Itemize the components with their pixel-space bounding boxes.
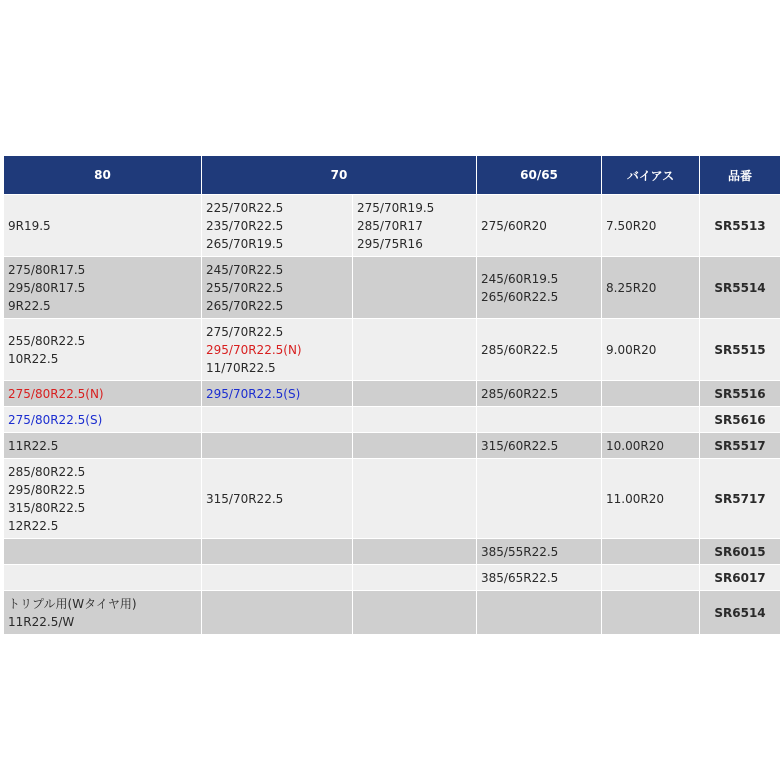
size-text: 295/75R16 [357,236,423,251]
cell-60-65 [477,407,602,433]
part-number-cell: SR5515 [700,319,781,381]
cell-bias [602,257,700,319]
table-row [4,195,781,257]
part-number-cell: SR5616 [700,407,781,433]
cell-80 [4,407,202,433]
cell-80 [4,381,202,407]
cell-70-b [353,257,477,319]
cell-80 [4,195,202,257]
size-text: 265/60R22.5 [481,289,559,304]
size-text: 385/65R22.5 [481,570,559,585]
table-row [4,565,781,591]
size-text: 245/70R22.5 [206,262,284,277]
cell-70-a [202,459,353,539]
cell-70-b [353,319,477,381]
cell-70-a [202,319,353,381]
size-text: 255/80R22.5 [8,333,86,348]
size-text: 11R22.5/W [8,614,75,629]
table-row [4,459,781,539]
cell-60-65 [477,459,602,539]
size-text: 10.00R20 [606,438,664,453]
cell-70-b [353,539,477,565]
cell-70-a [202,591,353,635]
size-text: 11.00R20 [606,491,664,506]
size-text: 315/70R22.5 [206,491,284,506]
cell-bias [602,565,700,591]
size-text: 295/70R22.5(S) [206,386,301,401]
cell-80 [4,433,202,459]
cell-70-b [353,459,477,539]
cell-80 [4,591,202,635]
size-text: 235/70R22.5 [206,218,284,233]
cell-60-65 [477,319,602,381]
size-text: 295/70R22.5(N) [206,342,302,357]
cell-70-a [202,539,353,565]
cell-70-b [353,381,477,407]
cell-70-b [353,433,477,459]
size-text: 275/70R22.5 [206,324,284,339]
cell-60-65 [477,565,602,591]
cell-bias [602,381,700,407]
cell-60-65 [477,381,602,407]
part-number-cell: SR5513 [700,195,781,257]
part-number-cell: SR5516 [700,381,781,407]
size-text: 11/70R22.5 [206,360,276,375]
size-text: 275/70R19.5 [357,200,435,215]
cell-80 [4,565,202,591]
cell-70-a [202,407,353,433]
cell-80 [4,257,202,319]
part-number-cell: SR6514 [700,591,781,635]
header-80: 80 [4,156,202,195]
table-row [4,407,781,433]
size-text: 9R22.5 [8,298,51,313]
table-row [4,381,781,407]
cell-60-65 [477,539,602,565]
header-70: 70 [202,156,477,195]
cell-60-65 [477,195,602,257]
size-text: 9R19.5 [8,218,51,233]
size-text: 255/70R22.5 [206,280,284,295]
cell-70-a [202,257,353,319]
table-row [4,591,781,635]
cell-bias [602,591,700,635]
size-text: 385/55R22.5 [481,544,559,559]
size-text: 275/60R20 [481,218,547,233]
part-number-cell: SR5514 [700,257,781,319]
cell-60-65 [477,257,602,319]
cell-70-a [202,381,353,407]
table-row [4,433,781,459]
cell-bias [602,407,700,433]
header-bias: バイアス [602,156,700,195]
cell-70-a [202,433,353,459]
size-text: 245/60R19.5 [481,271,559,286]
cell-bias [602,459,700,539]
size-text: 9.00R20 [606,342,657,357]
size-text: 285/60R22.5 [481,342,559,357]
size-text: 285/70R17 [357,218,423,233]
size-text: 315/60R22.5 [481,438,559,453]
table-body [4,195,781,635]
tire-size-table [3,155,781,635]
part-number-cell: SR5717 [700,459,781,539]
size-text: 265/70R19.5 [206,236,284,251]
size-text: トリプル用(Wタイヤ用) [8,596,137,611]
size-text: 295/80R17.5 [8,280,86,295]
tire-size-table-container [3,155,780,635]
size-text: 12R22.5 [8,518,59,533]
size-text: 285/80R22.5 [8,464,86,479]
table-row [4,257,781,319]
size-text: 265/70R22.5 [206,298,284,313]
cell-70-b [353,195,477,257]
cell-60-65 [477,433,602,459]
cell-60-65 [477,591,602,635]
size-text: 275/80R22.5(N) [8,386,104,401]
header-row [4,156,781,195]
size-text: 11R22.5 [8,438,59,453]
size-text: 285/60R22.5 [481,386,559,401]
size-text: 225/70R22.5 [206,200,284,215]
part-number-cell: SR5517 [700,433,781,459]
cell-80 [4,539,202,565]
cell-bias [602,539,700,565]
table-row [4,539,781,565]
size-text: 8.25R20 [606,280,657,295]
part-number-cell: SR6017 [700,565,781,591]
cell-70-a [202,195,353,257]
cell-80 [4,459,202,539]
cell-80 [4,319,202,381]
size-text: 7.50R20 [606,218,657,233]
cell-70-b [353,565,477,591]
size-text: 10R22.5 [8,351,59,366]
size-text: 275/80R17.5 [8,262,86,277]
header-part-number: 品番 [700,156,781,195]
part-number-cell: SR6015 [700,539,781,565]
header-60-65: 60/65 [477,156,602,195]
cell-70-b [353,407,477,433]
cell-bias [602,195,700,257]
table-row [4,319,781,381]
size-text: 275/80R22.5(S) [8,412,103,427]
size-text: 295/80R22.5 [8,482,86,497]
cell-bias [602,433,700,459]
size-text: 315/80R22.5 [8,500,86,515]
cell-70-b [353,591,477,635]
cell-bias [602,319,700,381]
cell-70-a [202,565,353,591]
